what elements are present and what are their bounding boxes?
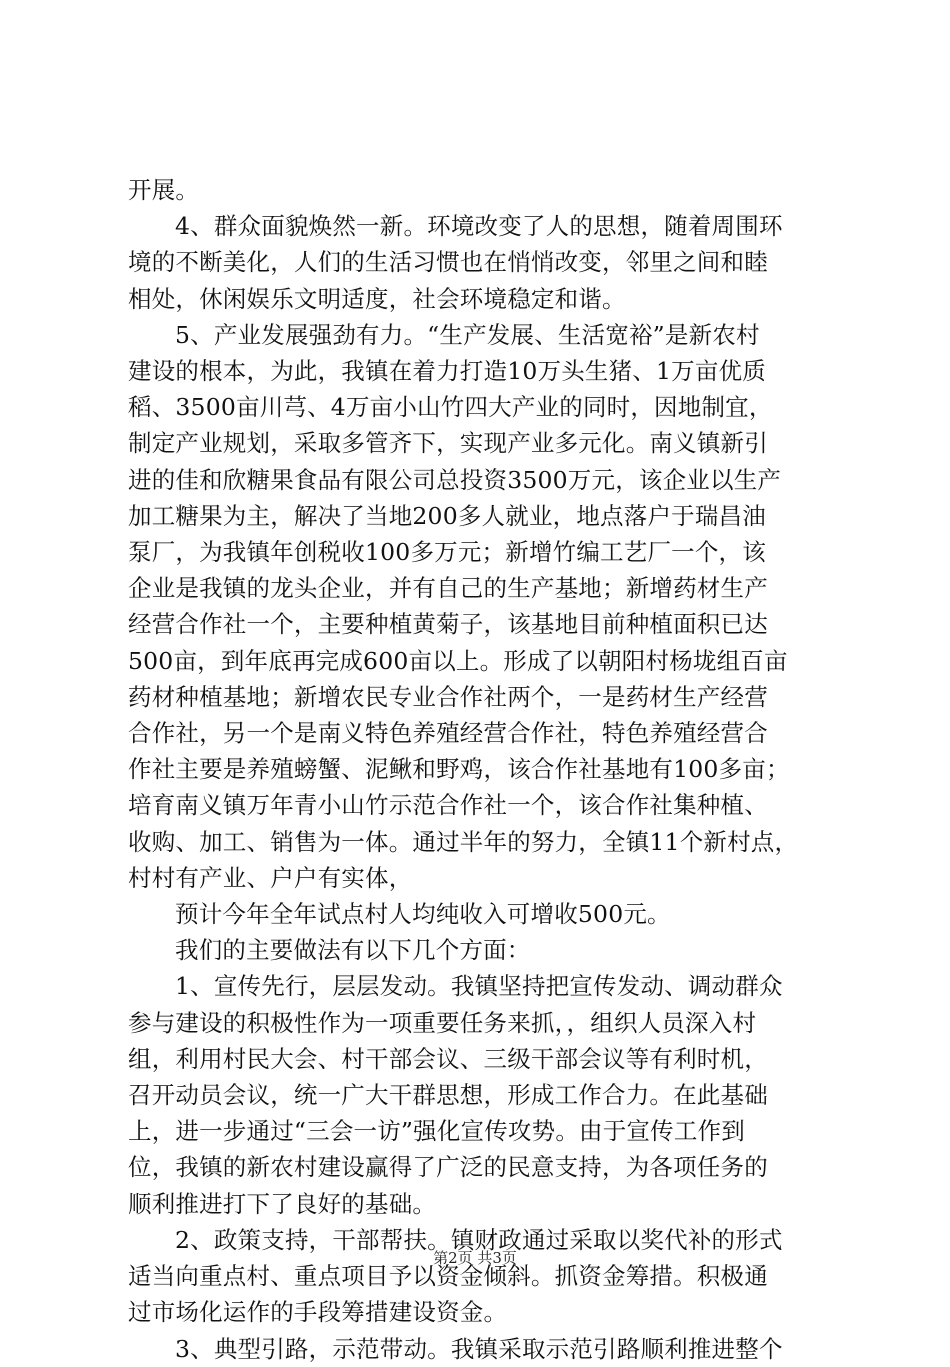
text-line: 泵厂，为我镇年创税收100多万元；新增竹编工艺厂一个，该: [128, 538, 766, 567]
text-line: 培育南义镇万年青小山竹示范合作社一个，该合作社集种植、: [128, 791, 768, 820]
text-line: 企业是我镇的龙头企业，并有自己的生产基地；新增药材生产: [128, 574, 768, 603]
text-line: 加工糖果为主，解决了当地200多人就业，地点落户于瑞昌油: [128, 501, 766, 530]
text-line: 位，我镇的新农村建设赢得了广泛的民意支持，为各项任务的: [128, 1153, 768, 1182]
text-line: 村村有产业、户户有实体，: [128, 863, 413, 892]
paragraph: [128, 968, 828, 1221]
text-line: 预计今年全年试点村人均纯收入可增收500元。: [175, 900, 671, 929]
text-line: 境的不断美化，人们的生活习惯也在悄悄改变，邻里之间和睦: [128, 248, 768, 277]
text-line: 过市场化运作的手段筹措建设资金。: [128, 1298, 508, 1327]
paragraph: [128, 1222, 828, 1331]
text-line: 5、产业发展强劲有力。“生产发展、生活宽裕”是新农村: [175, 320, 760, 349]
paragraph: [128, 208, 828, 317]
text-line: 500亩，到年底再完成600亩以上。形成了以朝阳村杨垅组百亩: [128, 646, 788, 675]
text-line: 上，进一步通过“三会一访”强化宣传攻势。由于宣传工作到: [128, 1117, 745, 1146]
text-line: 召开动员会议，统一广大干群思想，形成工作合力。在此基础: [128, 1081, 768, 1110]
paragraph: [128, 1331, 828, 1367]
text-line: 建设的根本，为此，我镇在着力打造10万头生猪、1万亩优质: [128, 357, 766, 386]
text-line: 适当向重点村、重点项目予以资金倾斜。抓资金筹措。积极通: [128, 1262, 768, 1291]
text-line: 作社主要是养殖螃蟹、泥鳅和野鸡，该合作社基地有100多亩；: [128, 755, 790, 784]
text-line: 相处，休闲娱乐文明适度，社会环境稳定和谐。: [128, 284, 626, 313]
text-line: 顺利推进打下了良好的基础。: [128, 1189, 437, 1218]
document-body: [128, 172, 828, 1367]
text-line: 进的佳和欣糖果食品有限公司总投资3500万元，该企业以生产: [128, 465, 782, 494]
text-line: 药材种植基地；新增农民专业合作社两个，一是药材生产经营: [128, 682, 768, 711]
paragraph: [128, 932, 828, 968]
text-line: 2、政策支持，干部帮扶。镇财政通过采取以奖代补的形式: [175, 1225, 783, 1254]
text-line: 收购、加工、销售为一体。通过半年的努力，全镇11个新村点，: [128, 827, 799, 856]
text-line: 参与建设的积极性作为一项重要任务来抓，，组织人员深入村: [128, 1008, 757, 1037]
text-line: 制定产业规划，采取多管齐下，实现产业多元化。南义镇新引: [128, 429, 768, 458]
text-line: 开展。: [128, 176, 200, 204]
text-line: 3、典型引路，示范带动。我镇采取示范引路顺利推进整个: [175, 1334, 783, 1363]
paragraph: [128, 172, 828, 208]
text-line: 合作社，另一个是南义特色养殖经营合作社，特色养殖经营合: [128, 719, 768, 748]
text-line: 4、群众面貌焕然一新。环境改变了人的思想，随着周围环: [175, 212, 783, 241]
paragraph: [128, 896, 828, 932]
text-line: 我们的主要做法有以下几个方面：: [175, 936, 531, 965]
text-line: 经营合作社一个，主要种植黄菊子，该基地目前种植面积已达: [128, 610, 768, 639]
text-line: 稻、3500亩川芎、4万亩小山竹四大产业的同时，因地制宜，: [128, 393, 773, 422]
paragraph: [128, 317, 828, 896]
text-line: 1、宣传先行，层层发动。我镇坚持把宣传发动、调动群众: [175, 972, 783, 1001]
text-line: 组，利用村民大会、村干部会议、三级干部会议等有利时机，: [128, 1044, 768, 1073]
page-footer: 第2页 共3页: [433, 1249, 517, 1267]
